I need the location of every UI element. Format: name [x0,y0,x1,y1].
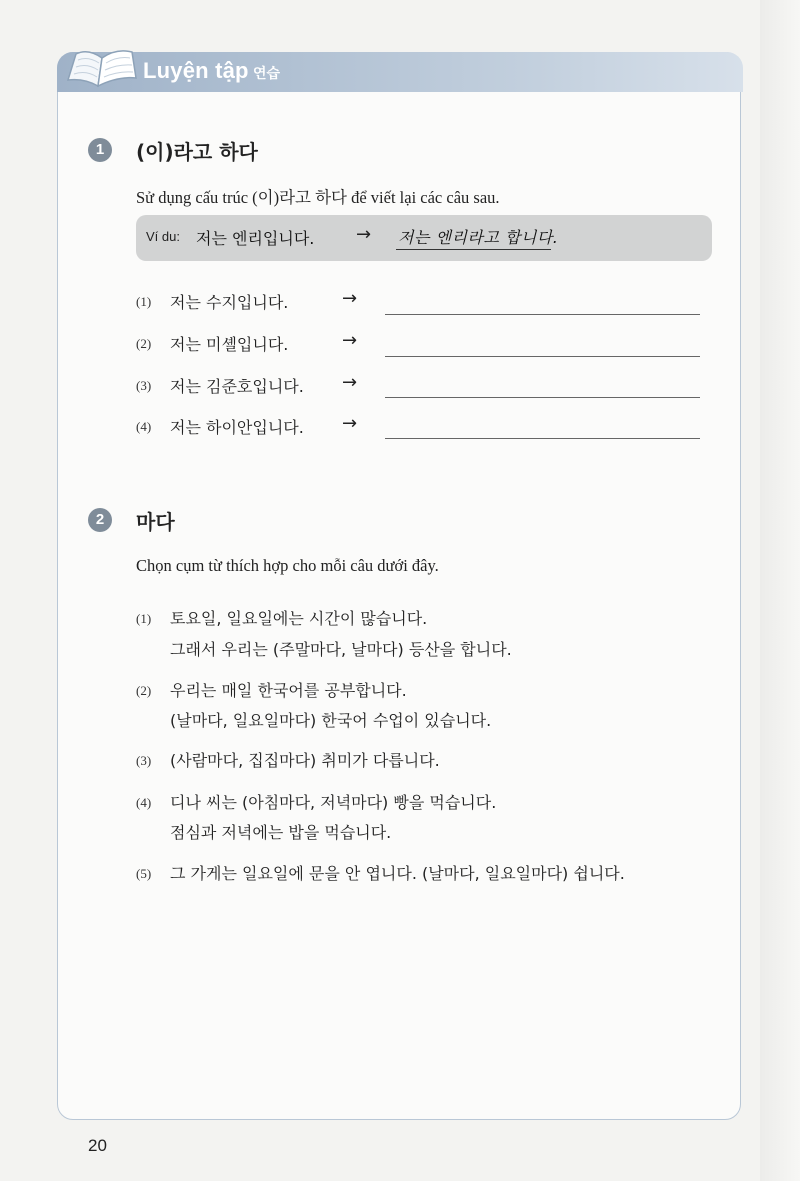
s1-item-1-arrow: → [342,288,358,309]
s1-item-2-arrow: → [342,330,358,351]
s1-item-3-answer-line[interactable] [385,397,700,398]
section-1-number-badge: 1 [88,138,112,162]
section-1-instruction: Sử dụng cấu trúc (이)라고 하다 để viết lại các câu sau. [136,188,500,207]
s2-item-1-line-1: 토요일, 일요일에는 시간이 많습니다. [170,609,428,628]
page-edge [760,0,800,1181]
s2-item-1-number: (1) [136,611,152,626]
s1-item-1-text: 저는 수지입니다. [170,293,289,312]
exercise-panel [57,52,741,1120]
s1-item-4-text: 저는 하이안입니다. [170,418,304,437]
section-2-instruction: Chọn cụm từ thích hợp cho mỗi câu dưới đây. [136,556,439,575]
s1-item-2-text: 저는 미셸입니다. [170,335,289,354]
s2-item-3-line-1: (사람마다, 집집마다) 취미가 다릅니다. [170,751,440,770]
header-subtitle: 연습 [253,66,281,82]
s2-item-2-line-2: (날마다, 일요일마다) 한국어 수업이 있습니다. [170,711,492,730]
s1-item-3-arrow: → [342,372,358,393]
s1-item-4-number: (4) [136,419,152,434]
s1-item-4-answer-line[interactable] [385,438,700,439]
s2-item-2-line-1: 우리는 매일 한국어를 공부합니다. [170,681,407,700]
s1-item-3-text: 저는 김준호입니다. [170,377,304,396]
open-book-icon [62,40,142,92]
s2-item-4-line-2: 점심과 저녁에는 밥을 먹습니다. [170,823,392,842]
s1-item-1-number: (1) [136,294,152,309]
section-1-title: (이)라고 하다 [136,140,258,164]
example-sentence: 저는 엔리입니다. [196,229,315,248]
s1-item-2-number: (2) [136,336,152,351]
s2-item-4-number: (4) [136,795,152,810]
s2-item-1-line-2: 그래서 우리는 (주말마다, 날마다) 등산을 합니다. [170,640,512,659]
example-answer: 저는 엔리라고 합니다. [398,228,559,247]
section-2-title: 마다 [136,510,175,534]
example-answer-underline [396,249,551,250]
s1-item-2-answer-line[interactable] [385,356,700,357]
header-title: Luyện tập [143,58,249,83]
s2-item-3-number: (3) [136,753,152,768]
example-arrow: → [356,224,372,245]
s1-item-3-number: (3) [136,378,152,393]
s1-item-1-answer-line[interactable] [385,314,700,315]
s2-item-2-number: (2) [136,683,152,698]
section-2-number-badge: 2 [88,508,112,532]
s2-item-4-line-1: 디나 씨는 (아침마다, 저녁마다) 빵을 먹습니다. [170,793,497,812]
s2-item-5-line-1: 그 가게는 일요일에 문을 안 엽니다. (날마다, 일요일마다) 쉽니다. [170,864,625,883]
example-label: Ví du: [146,229,180,244]
page-number: 20 [88,1136,107,1155]
s1-item-4-arrow: → [342,413,358,434]
s2-item-5-number: (5) [136,866,152,881]
